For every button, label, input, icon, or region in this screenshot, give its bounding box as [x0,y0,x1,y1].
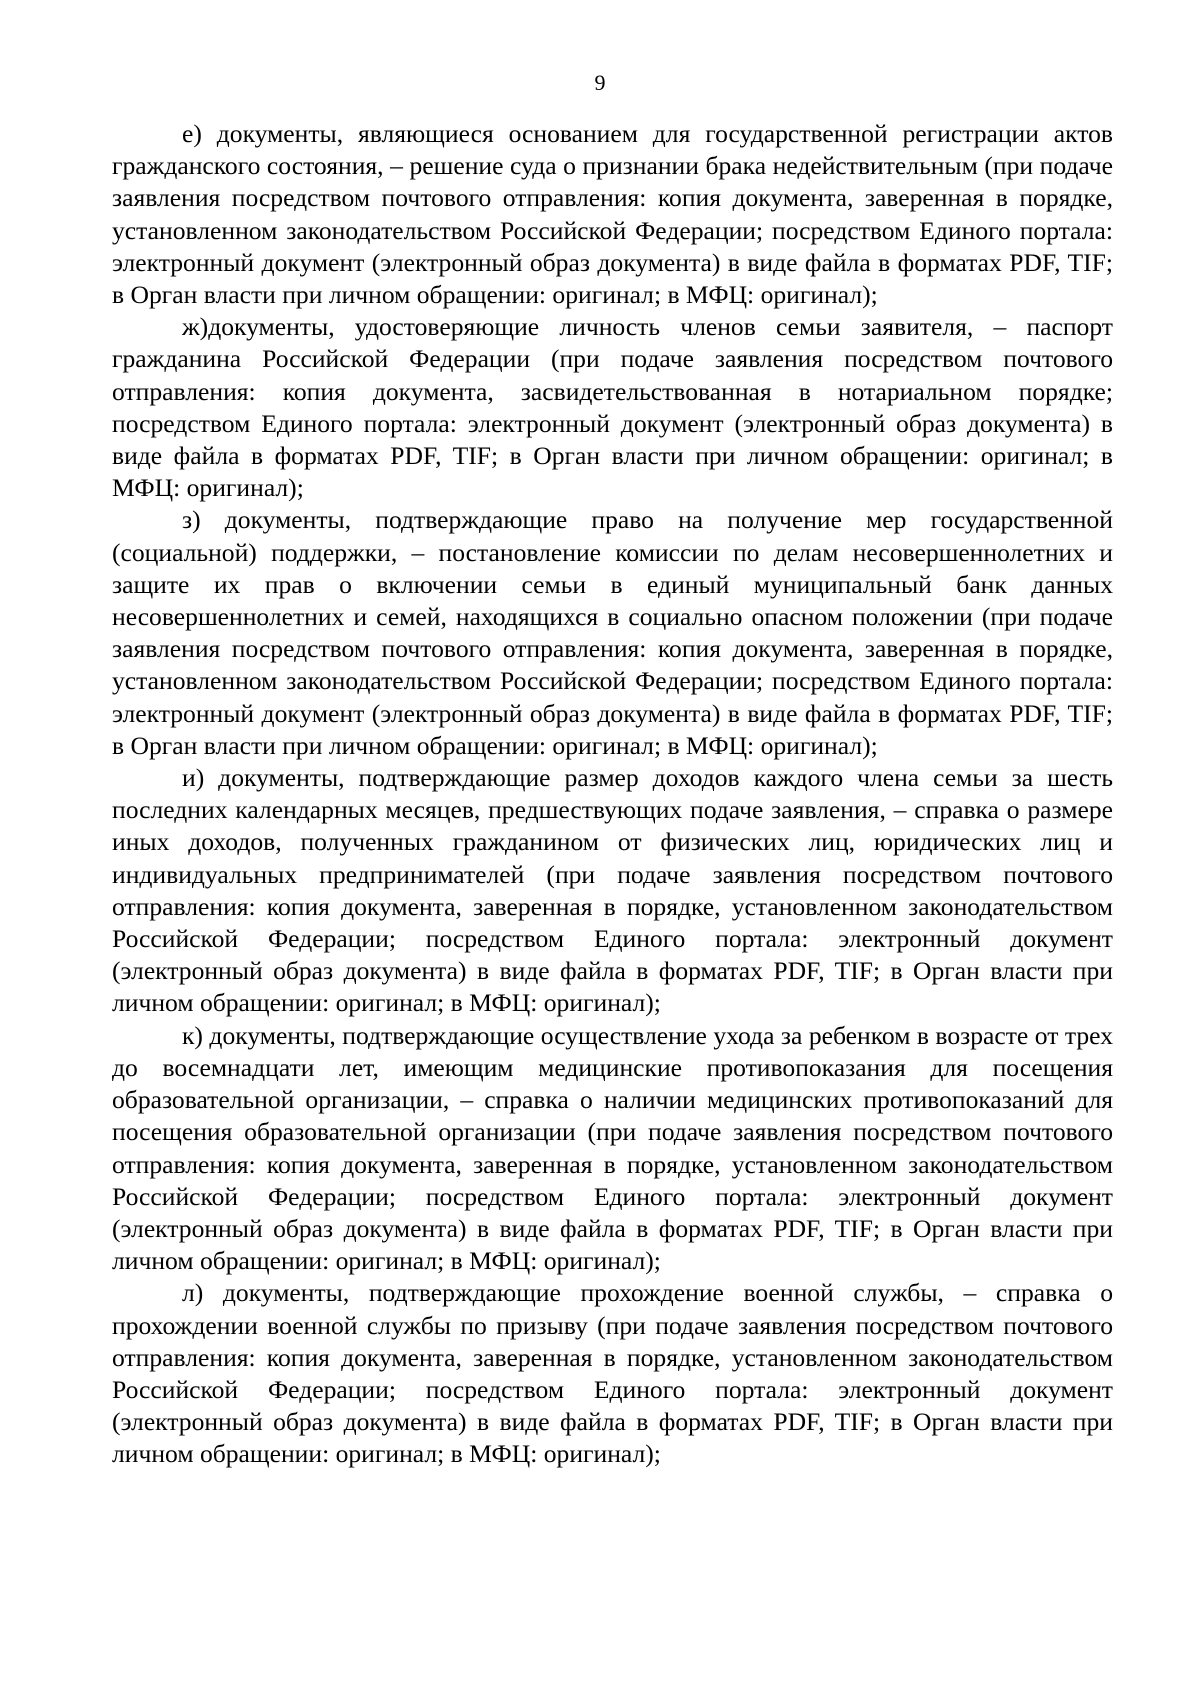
paragraph-i: и) документы, подтверждающие размер доходов каждого члена семьи за шесть последних календарных месяцев, предшествующих подаче заявления, – справка о размере иных доходов, полученных гражданином от физических лиц, юридических лиц и индивидуальных предпринимателей (при подаче заявления посредством почтового отправления: копия документа, заверенная в порядке, установленном законодательством Российской Федерации; посредством Единого портала: электронный документ (электронный образ документа) в виде файла в форматах PDF, TIF; в Орган власти при личном обращении: оригинал; в МФЦ: оригинал); [112,763,1113,1018]
paragraph-e: е) документы, являющиеся основанием для государственной регистрации актов гражданского состояния, – решение суда о признании брака недействительным (при подаче заявления посредством почтового отправления: копия документа, заверенная в порядке, установленном законодательством Российской Федерации; посредством Единого портала: электронный документ (электронный образ документа) в виде файла в форматах PDF, TIF; в Орган власти при личном обращении: оригинал; в МФЦ: оригинал); [112,119,1113,310]
paragraph-l: л) документы, подтверждающие прохождение военной службы, – справка о прохождении военной службы по призыву (при подаче заявления посредством почтового отправления: копия документа, заверенная в порядке, установленном законодательством Российской Федерации; посредством Единого портала: электронный документ (электронный образ документа) в виде файла в форматах PDF, TIF; в Орган власти при личном обращении: оригинал; в МФЦ: оригинал); [112,1278,1113,1469]
document-body [112,118,1113,1471]
paragraph-k: к) документы, подтверждающие осуществление ухода за ребенком в возрасте от трех до восемнадцати лет, имеющим медицинские противопоказания для посещения образовательной организации, – справка о наличии медицинских противопоказаний для посещения образовательной организации (при подаче заявления посредством почтового отправления: копия документа, заверенная в порядке, установленном законодательством Российской Федерации; посредством Единого портала: электронный документ (электронный образ документа) в виде файла в форматах PDF, TIF; в Орган власти при личном обращении: оригинал; в МФЦ: оригинал); [112,1020,1113,1276]
page-number: 9 [594,70,606,95]
paragraph-z: з) документы, подтверждающие право на получение мер государственной (социальной) поддержки, – постановление комиссии по делам несовершеннолетних и защите их прав о включении семьи в единый муниципальный банк данных несовершеннолетних и семей, находящихся в социально опасном положении (при подаче заявления посредством почтового отправления: копия документа, заверенная в порядке, установленном законодательством Российской Федерации; посредством Единого портала: электронный документ (электронный образ документа) в виде файла в форматах PDF, TIF; в Орган власти при личном обращении: оригинал; в МФЦ: оригинал); [112,505,1113,760]
paragraph-zh: ж)документы, удостоверяющие личность членов семьи заявителя, – паспорт гражданина Российской Федерации (при подаче заявления посредством почтового отправления: копия документа, засвидетельствованная в нотариальном порядке; посредством Единого портала: электронный документ (электронный образ документа) в виде файла в форматах PDF, TIF; в Орган власти при личном обращении: оригинал; в МФЦ: оригинал); [112,312,1113,503]
